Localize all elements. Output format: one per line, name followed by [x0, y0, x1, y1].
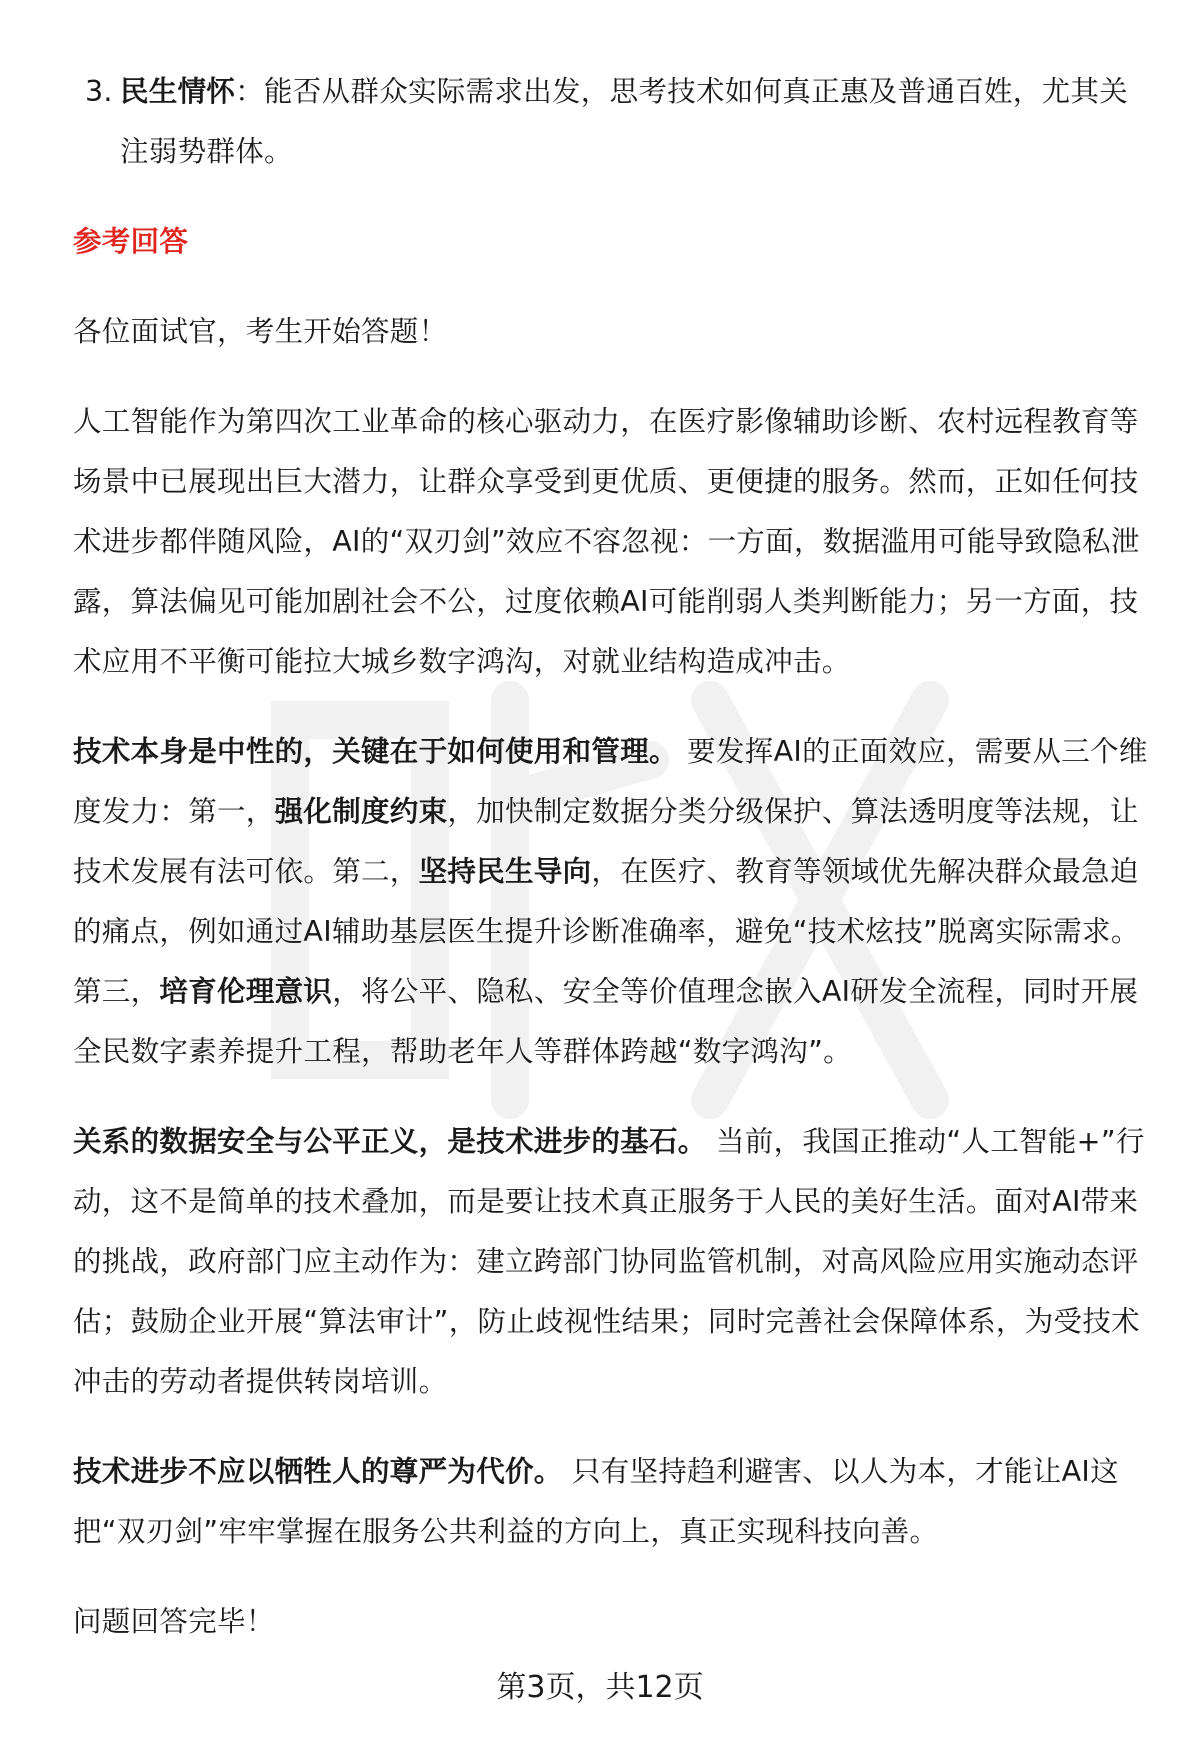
paragraph-2	[73, 722, 1153, 1082]
document-body	[73, 62, 1153, 1652]
list-item-bold: 民生情怀	[120, 75, 236, 108]
greeting: 各位面试官，考生开始答题！	[73, 315, 448, 348]
paragraph-1: 人工智能作为第四次工业革命的核心驱动力，在医疗影像辅助诊断、农村远程教育等场景中已展现出巨大潜力，让群众享受到更优质、更便捷的服务。然而，正如任何技术进步都伴随风险，AI的“双刃剑”效应不容忽视：一方面，数据滥用可能导致隐私泄露，算法偏见可能加剧社会不公，过度依赖AI可能削弱人类判断能力；另一方面，技术应用不平衡可能拉大城乡数字鸿沟，对就业结构造成冲击。	[73, 405, 1140, 678]
paragraph-4	[73, 1442, 1153, 1562]
paragraph-2-text-1: 要发挥AI的正面效应，需要从三个维度发力：第一，	[73, 735, 1148, 828]
list-number: 3.	[85, 75, 113, 108]
paragraph-2-lead: 技术本身是中性的，关键在于如何使用和管理。	[73, 735, 678, 768]
paragraph-2-text-3: ，在医疗、教育等领域优先解决群众最急迫的痛点，例如通过AI辅助基层医生提升诊断准确率，避免“技术炫技”脱离实际需求。第三，	[73, 855, 1140, 1008]
reference-answer-heading: 参考回答	[73, 225, 189, 258]
paragraph-3-text: 当前，我国正推动“人工智能+”行动，这不是简单的技术叠加，而是要让技术真正服务于人民的美好生活。面对AI带来的挑战，政府部门应主动作为：建立跨部门协同监管机制，对高风险应用实施动态评估；鼓励企业开展“算法审计”，防止歧视性结果；同时完善社会保障体系，为受技术冲击的劳动者提供转岗培训。	[73, 1125, 1145, 1398]
paragraph-4-text: 只有坚持趋利避害、以人为本，才能让AI这把“双刃剑”牢牢掌握在服务公共利益的方向上，真正实现科技向善。	[73, 1455, 1119, 1548]
paragraph-2-bold-3: 培育伦理意识	[159, 975, 333, 1008]
paragraph-3	[73, 1112, 1153, 1412]
list-item-3	[73, 62, 1153, 182]
list-item-rest: ：能否从群众实际需求出发，思考技术如何真正惠及普通百姓，尤其关注弱势群体。	[120, 75, 1129, 168]
page-number-footer: 第3页，共12页	[496, 1670, 704, 1705]
paragraph-2-text-4: ，将公平、隐私、安全等价值理念嵌入AI研发全流程，同时开展全民数字素养提升工程，帮助老年人等群体跨越“数字鸿沟”。	[73, 975, 1139, 1068]
list-item-text	[120, 62, 1153, 182]
closing-line: 问题回答完毕！	[73, 1605, 275, 1638]
paragraph-2-bold-2: 坚持民生导向	[418, 855, 592, 888]
paragraph-2-bold-1: 强化制度约束	[274, 795, 448, 828]
paragraph-3-lead: 关系的数据安全与公平正义，是技术进步的基石。	[73, 1125, 707, 1158]
paragraph-4-lead: 技术进步不应以牺牲人的尊严为代价。	[73, 1455, 563, 1488]
paragraph-2-text-2: ，加快制定数据分类分级保护、算法透明度等法规，让技术发展有法可依。第二，	[73, 795, 1139, 888]
